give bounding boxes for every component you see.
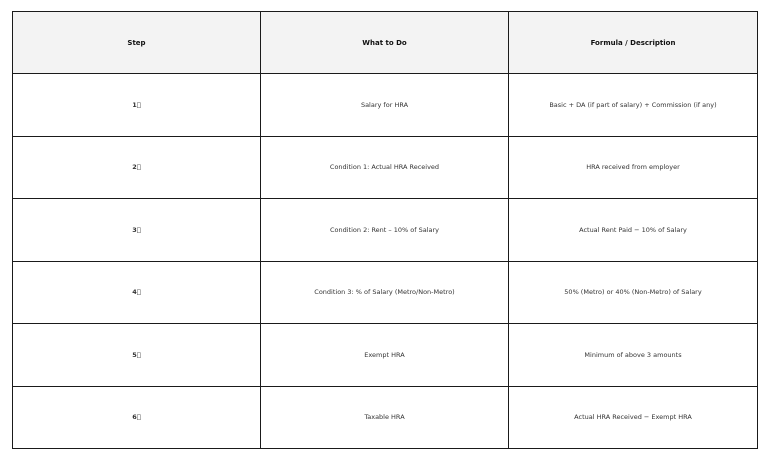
formula-cell: 50% (Metro) or 40% (Non-Metro) of Salary [509,261,758,324]
formula-cell: Actual Rent Paid − 10% of Salary [509,199,758,262]
table-row [13,74,758,137]
formula-cell: Actual HRA Received − Exempt HRA [509,386,758,449]
what-to-do-cell: Taxable HRA [261,386,509,449]
step-cell: 3⃣ [13,199,261,262]
table-row [13,261,758,324]
what-to-do-cell: Exempt HRA [261,324,509,387]
table-row [13,324,758,387]
formula-cell: HRA received from employer [509,136,758,199]
table-header [13,12,758,74]
step-cell: 4⃣ [13,261,261,324]
step-cell: 2⃣ [13,136,261,199]
header-what-to-do: What to Do [261,12,509,74]
step-cell: 6⃣ [13,386,261,449]
step-cell: 5⃣ [13,324,261,387]
formula-cell: Minimum of above 3 amounts [509,324,758,387]
hra-steps-table [12,11,758,449]
header-row [13,12,758,74]
what-to-do-cell: Condition 1: Actual HRA Received [261,136,509,199]
formula-cell: Basic + DA (if part of salary) + Commission (if any) [509,74,758,137]
table-row [13,136,758,199]
step-cell: 1⃣ [13,74,261,137]
what-to-do-cell: Condition 3: % of Salary (Metro/Non-Metro) [261,261,509,324]
what-to-do-cell: Salary for HRA [261,74,509,137]
hra-steps-table-container [12,11,757,449]
what-to-do-cell: Condition 2: Rent – 10% of Salary [261,199,509,262]
table-body [13,74,758,449]
table-row [13,386,758,449]
header-step: Step [13,12,261,74]
table-row [13,199,758,262]
header-formula-description: Formula / Description [509,12,758,74]
